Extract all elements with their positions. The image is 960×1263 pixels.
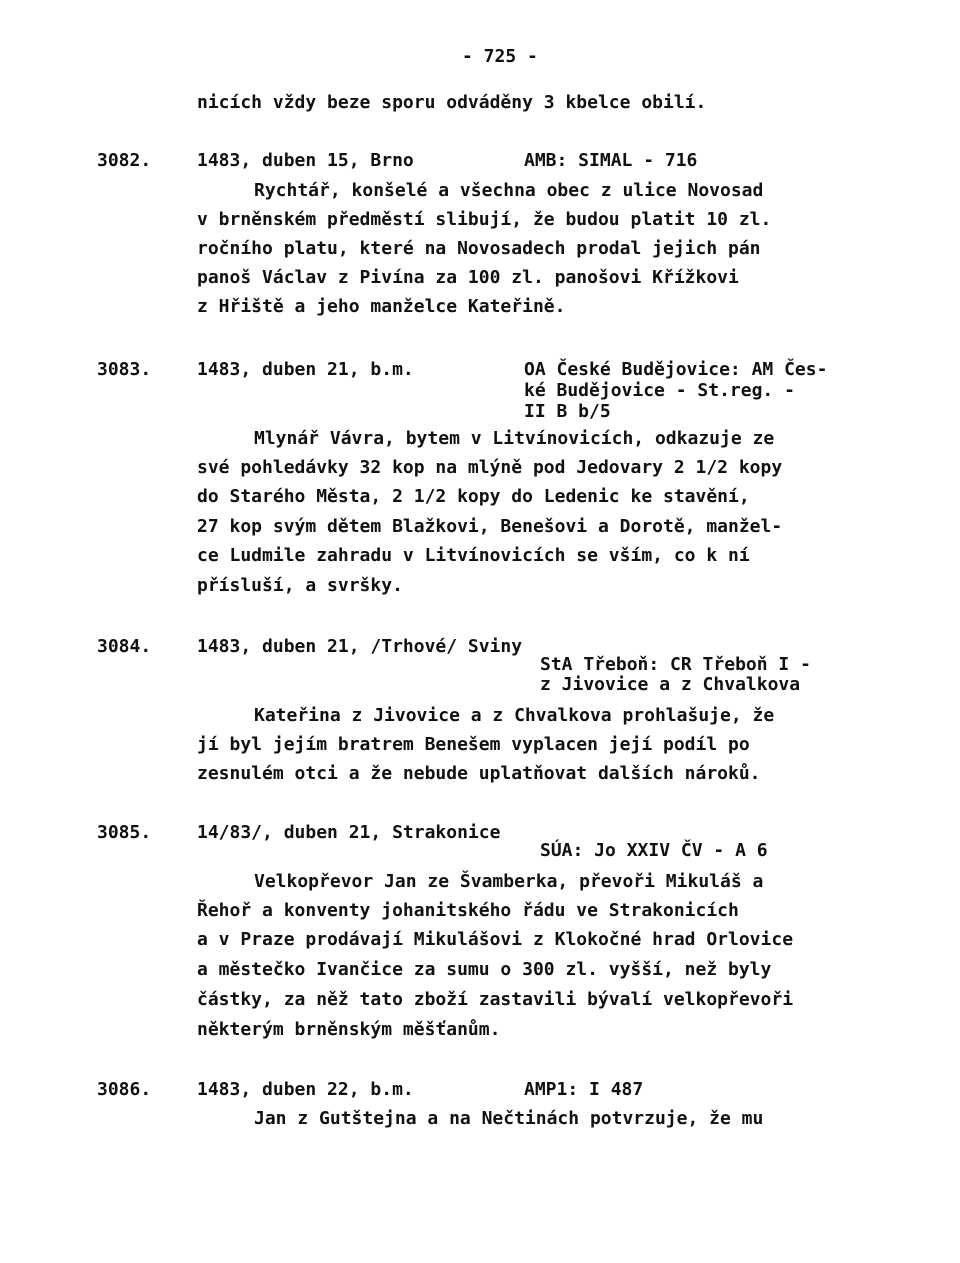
entry-text-line: Rychtář, konšelé a všechna obec z ulice Novosad bbox=[254, 180, 764, 201]
entry-text-line: z Hřiště a jeho manželce Kateřině. bbox=[197, 296, 566, 317]
entry-source: AMP1: I 487 bbox=[524, 1079, 644, 1100]
entry-text-line: panoš Václav z Pivína za 100 zl. panošovi Křížkovi bbox=[197, 267, 739, 288]
entry-source: AMB: SIMAL - 716 bbox=[524, 150, 698, 171]
entry-text-line: Jan z Gutštejna a na Nečtinách potvrzuje, že mu bbox=[254, 1108, 764, 1129]
entry-date-place: 14/83/, duben 21, Strakonice bbox=[197, 822, 501, 843]
entry-number: 3086. bbox=[97, 1079, 152, 1100]
entry-number: 3083. bbox=[97, 359, 152, 380]
entry-date-place: 1483, duben 21, /Trhové/ Sviny bbox=[197, 636, 523, 657]
entry-text-line: do Starého Města, 2 1/2 kopy do Ledenic ke stavění, bbox=[197, 486, 750, 507]
entry-source: z Jivovice a z Chvalkova bbox=[540, 674, 801, 695]
entry-number: 3085. bbox=[97, 822, 152, 843]
entry-source: StA Třeboň: CR Třeboň I - bbox=[540, 654, 811, 675]
entry-date-place: 1483, duben 22, b.m. bbox=[197, 1079, 414, 1100]
entry-text-line: a městečko Ivančice za sumu o 300 zl. vyšší, než byly bbox=[197, 959, 772, 980]
entry-source: OA České Budějovice: AM Čes- bbox=[524, 359, 828, 380]
entry-source: ké Budějovice - St.reg. - bbox=[524, 380, 795, 401]
entry-text-line: přísluší, a svršky. bbox=[197, 575, 403, 596]
entry-text-line: své pohledávky 32 kop na mlýně pod Jedovary 2 1/2 kopy bbox=[197, 457, 783, 478]
entry-text-line: ce Ludmile zahradu v Litvínovicích se vším, co k ní bbox=[197, 545, 750, 566]
entry-text-line: Mlynář Vávra, bytem v Litvínovicích, odkazuje ze bbox=[254, 428, 775, 449]
continuation-text: nicích vždy beze sporu odváděny 3 kbelce obilí. bbox=[197, 92, 707, 113]
entry-number: 3084. bbox=[97, 636, 152, 657]
entry-text-line: Řehoř a konventy johanitského řádu ve Strakonicích bbox=[197, 900, 739, 921]
entry-text-line: Kateřina z Jivovice a z Chvalkova prohlašuje, že bbox=[254, 705, 775, 726]
page-number: - 725 - bbox=[462, 46, 538, 67]
entry-text-line: některým brněnským měšťanům. bbox=[197, 1019, 501, 1040]
entry-source: SÚA: Jo XXIV ČV - A 6 bbox=[540, 840, 768, 861]
entry-text-line: Velkopřevor Jan ze Švamberka, převoři Mikuláš a bbox=[254, 871, 764, 892]
entry-number: 3082. bbox=[97, 150, 152, 171]
entry-text-line: a v Praze prodávají Mikulášovi z Klokočné hrad Orlovice bbox=[197, 929, 794, 950]
entry-text-line: zesnulém otci a že nebude uplatňovat dalších nároků. bbox=[197, 763, 761, 784]
entry-date-place: 1483, duben 15, Brno bbox=[197, 150, 414, 171]
entry-text-line: částky, za něž tato zboží zastavili bývalí velkopřevoři bbox=[197, 989, 794, 1010]
entry-text-line: 27 kop svým dětem Blažkovi, Benešovi a Dorotě, manžel- bbox=[197, 516, 783, 537]
entry-text-line: jí byl jejím bratrem Benešem vyplacen její podíl po bbox=[197, 734, 750, 755]
entry-text-line: v brněnském předměstí slibují, že budou platit 10 zl. bbox=[197, 209, 772, 230]
entry-source: II B b/5 bbox=[524, 401, 611, 422]
entry-date-place: 1483, duben 21, b.m. bbox=[197, 359, 414, 380]
entry-text-line: ročního platu, které na Novosadech prodal jejich pán bbox=[197, 238, 761, 259]
